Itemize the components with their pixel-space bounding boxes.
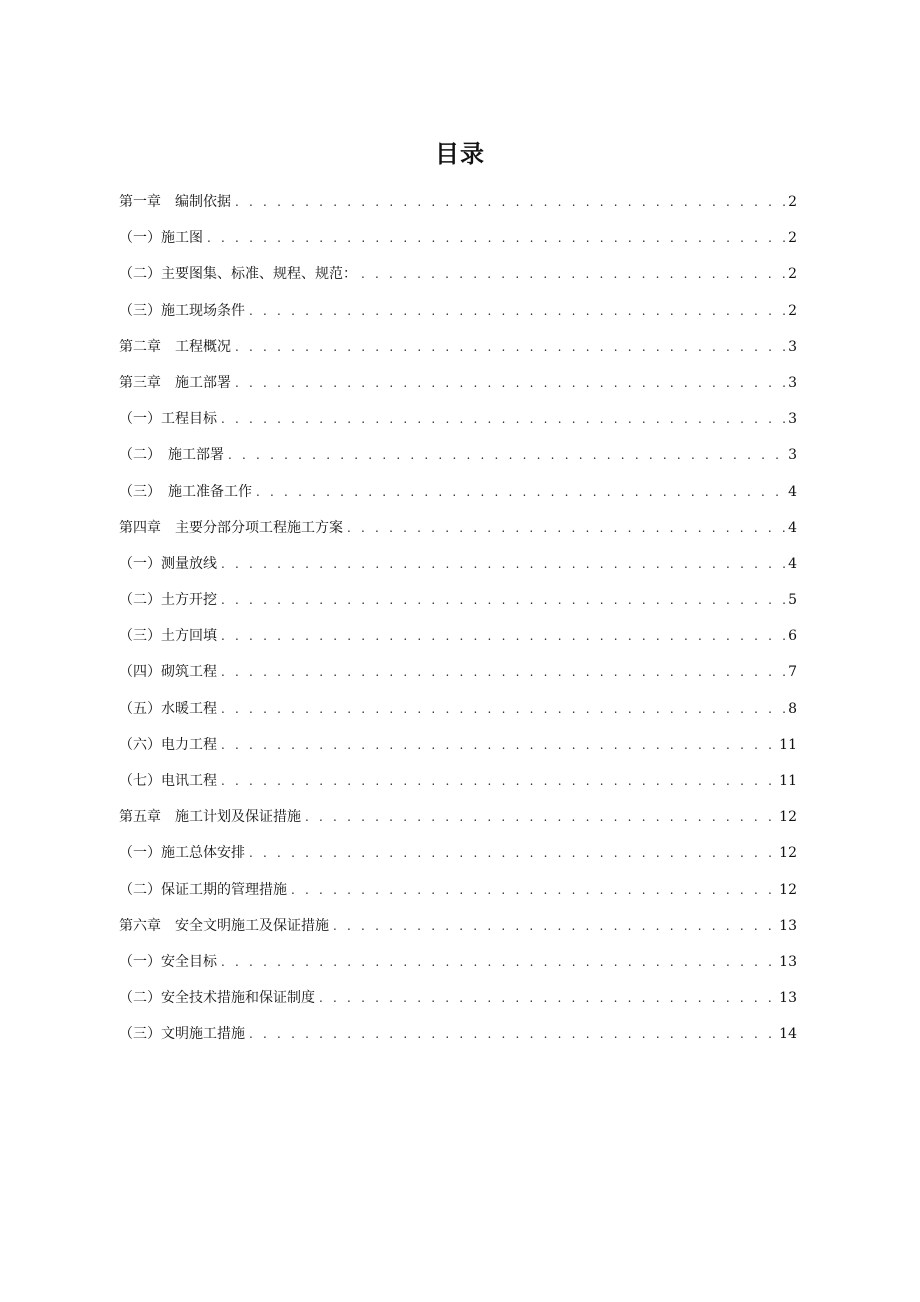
toc-entry-page: 7 <box>788 664 797 681</box>
toc-entry[interactable] <box>119 835 797 871</box>
dot-leader <box>221 546 785 582</box>
toc-entry-label: 第三章 施工部署 <box>119 374 231 391</box>
dot-leader <box>256 474 785 510</box>
toc-entry-page: 14 <box>779 1026 797 1043</box>
toc-entry[interactable] <box>119 727 797 763</box>
toc-entry-page: 3 <box>788 338 797 355</box>
dot-leader <box>305 799 776 835</box>
toc-entry[interactable] <box>119 799 797 835</box>
toc-entry-label: （二）土方开挖 <box>119 592 217 609</box>
toc-entry-label: （六）电力工程 <box>119 736 217 753</box>
dot-leader <box>347 510 785 546</box>
toc-entry-label: （三）土方回填 <box>119 628 217 645</box>
toc-entry-label: （一）施工总体安排 <box>119 845 245 862</box>
toc-list <box>119 184 797 1053</box>
toc-entry[interactable] <box>119 654 797 690</box>
dot-leader <box>221 763 776 799</box>
toc-entry-page: 11 <box>779 736 797 753</box>
toc-entry[interactable] <box>119 474 797 510</box>
toc-entry-label: （一）测量放线 <box>119 555 217 572</box>
toc-entry-label: （五）水暖工程 <box>119 700 217 717</box>
toc-entry-label: （七）电讯工程 <box>119 773 217 789</box>
toc-entry-page: 3 <box>788 411 797 428</box>
toc-entry-page: 13 <box>779 953 797 970</box>
toc-entry-page: 4 <box>788 483 797 500</box>
toc-entry-page: 2 <box>788 230 797 247</box>
toc-entry-label: 第二章 工程概况 <box>119 338 231 355</box>
toc-entry[interactable] <box>119 980 797 1016</box>
dot-leader <box>361 256 785 292</box>
toc-entry-page: 4 <box>788 519 797 536</box>
toc-entry-page: 13 <box>779 917 797 934</box>
toc-entry-label: 第四章 主要分部分项工程施工方案 <box>119 519 343 536</box>
dot-leader <box>228 437 785 473</box>
dot-leader <box>249 1016 776 1052</box>
toc-entry-page: 12 <box>779 845 797 862</box>
toc-entry-page: 3 <box>788 374 797 391</box>
toc-entry-page: 12 <box>779 881 797 898</box>
toc-entry-page: 4 <box>788 555 797 572</box>
toc-entry-page: 13 <box>779 990 797 1007</box>
dot-leader <box>221 691 785 727</box>
dot-leader <box>221 618 785 654</box>
toc-entry[interactable] <box>119 329 797 365</box>
toc-entry-label: （一）安全目标 <box>119 953 217 970</box>
toc-entry[interactable] <box>119 546 797 582</box>
dot-leader <box>235 184 785 220</box>
toc-entry-label: （二） 施工部署 <box>119 447 224 464</box>
toc-entry-label: （三）文明施工措施 <box>119 1026 245 1043</box>
toc-entry[interactable] <box>119 1016 797 1052</box>
toc-entry-label: （二）主要图集、标准、规程、规范： <box>119 266 357 283</box>
toc-entry-page: 3 <box>788 447 797 464</box>
toc-entry[interactable] <box>119 510 797 546</box>
dot-leader <box>221 401 785 437</box>
dot-leader <box>249 835 776 871</box>
toc-entry-page: 11 <box>779 773 797 789</box>
toc-entry-label: （二）保证工期的管理措施 <box>119 881 287 898</box>
toc-entry[interactable] <box>119 908 797 944</box>
toc-entry-page: 5 <box>788 592 797 609</box>
toc-title: 目录 <box>435 140 485 168</box>
toc-entry[interactable] <box>119 365 797 401</box>
toc-entry[interactable] <box>119 293 797 329</box>
dot-leader <box>249 293 785 329</box>
toc-entry[interactable] <box>119 184 797 220</box>
toc-entry-page: 8 <box>788 700 797 717</box>
toc-entry-label: （一）工程目标 <box>119 411 217 428</box>
dot-leader <box>221 582 785 618</box>
dot-leader <box>221 944 776 980</box>
toc-entry-label: 第五章 施工计划及保证措施 <box>119 809 301 826</box>
toc-entry[interactable] <box>119 763 797 799</box>
toc-entry-label: （二）安全技术措施和保证制度 <box>119 990 315 1007</box>
toc-entry[interactable] <box>119 220 797 256</box>
toc-entry-label: （一）施工图 <box>119 230 203 247</box>
toc-entry-page: 6 <box>788 628 797 645</box>
toc-entry[interactable] <box>119 401 797 437</box>
dot-leader <box>291 872 776 908</box>
toc-entry[interactable] <box>119 944 797 980</box>
dot-leader <box>319 980 776 1016</box>
toc-entry-page: 2 <box>788 194 797 210</box>
toc-entry-label: 第六章 安全文明施工及保证措施 <box>119 917 329 934</box>
dot-leader <box>333 908 776 944</box>
toc-entry[interactable] <box>119 582 797 618</box>
dot-leader <box>221 654 785 690</box>
toc-entry-label: （三）施工现场条件 <box>119 302 245 319</box>
toc-entry-page: 12 <box>779 809 797 826</box>
dot-leader <box>207 220 785 256</box>
dot-leader <box>221 727 776 763</box>
toc-entry[interactable] <box>119 691 797 727</box>
toc-entry-label: 第一章 编制依据 <box>119 194 231 210</box>
toc-entry-label: （四）砌筑工程 <box>119 664 217 681</box>
toc-entry[interactable] <box>119 618 797 654</box>
dot-leader <box>235 365 785 401</box>
toc-entry[interactable] <box>119 872 797 908</box>
toc-entry-page: 2 <box>788 266 797 283</box>
toc-entry[interactable] <box>119 256 797 292</box>
toc-entry[interactable] <box>119 437 797 473</box>
dot-leader <box>235 329 785 365</box>
toc-entry-page: 2 <box>788 302 797 319</box>
toc-entry-label: （三） 施工准备工作 <box>119 483 252 500</box>
